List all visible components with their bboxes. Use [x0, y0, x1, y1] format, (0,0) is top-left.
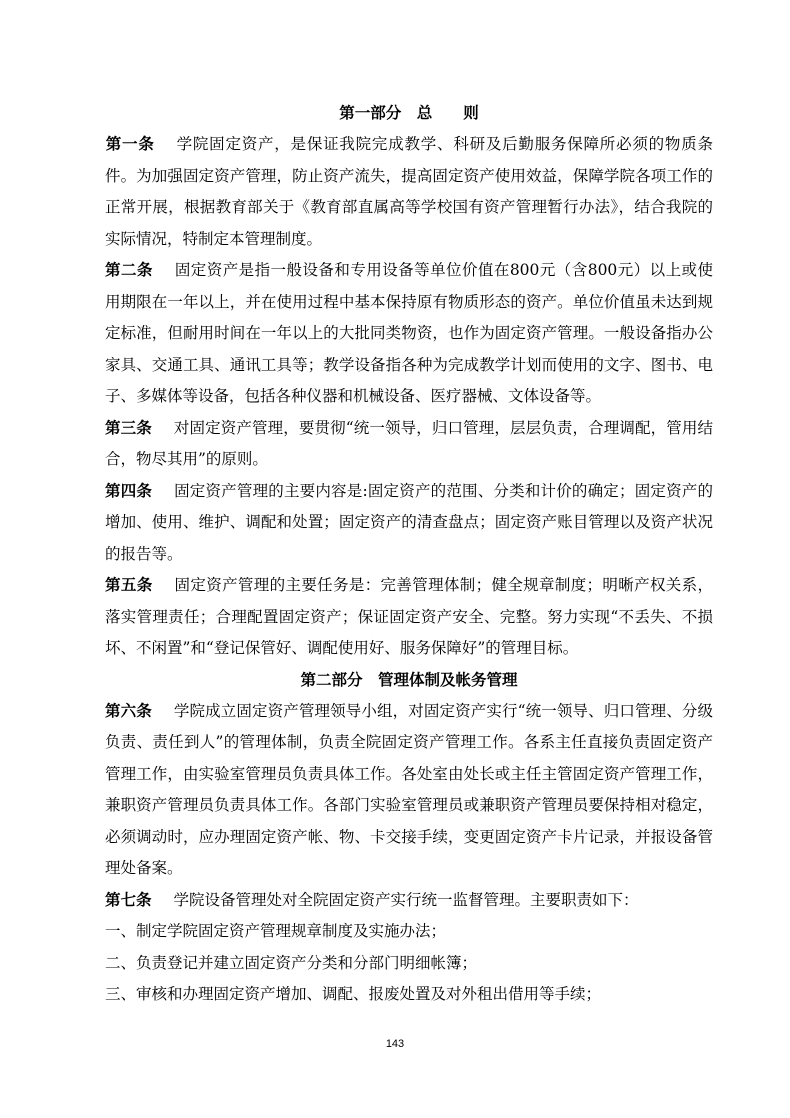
article-6	[105, 696, 713, 885]
part2-heading: 第二部分 管理体制及帐务管理	[300, 670, 518, 689]
list-item: 二、负责登记并建立固定资产分类和分部门明细帐簿；	[105, 953, 478, 972]
list-item: 一、制定学院固定资产管理规章制度及实施办法；	[105, 922, 447, 940]
list-item: 三、审核和办理固定资产增加、调配、报废处置及对外租出借用等手续；	[105, 985, 602, 1003]
article-7	[105, 885, 713, 917]
article-label: 第一条	[105, 135, 155, 153]
article-2	[105, 255, 713, 413]
article-label: 第七条	[105, 890, 152, 909]
article-label: 第五条	[105, 576, 153, 594]
article-text: 固定资产是指一般设备和专用设备等单位价值在800元（含800元）以上或使用期限在一年以上，并在使用过程中基本保持原有物质形态的资产。单位价值虽未达到规定标准，但耐用时间在一年以上的大批同类物资，也作为固定资产管理。一般设备指办公家具、交通工具、通讯工具等；教学设备指各种为完成教学计划而使用的文字、图书、电子、多媒体等设备，包括各种仪器和机械设备、医疗器械、文体设备等。	[105, 261, 713, 405]
article-text: 学院成立固定资产管理领导小组，对固定资产实行“统一领导、归口管理、分级负责、责任到人”的管理体制，负责全院固定资产管理工作。各系主任直接负责固定资产管理工作，由实验室管理员负责具体工作。各处室由处长或主任主管固定资产管理工作，兼职资产管理员负责具体工作。各部门实验室管理员或兼职资产管理员要保持相对稳定，必须调动时，应办理固定资产帐、物、卡交接手续，变更固定资产卡片记录，并报设备管理处备案。	[105, 701, 713, 877]
article-label: 第二条	[105, 261, 153, 279]
article-text: 学院固定资产，是保证我院完成教学、科研及后勤服务保障所必须的物质条件。为加强固定资产管理，防止资产流失，提高固定资产使用效益，保障学院各项工作的正常开展，根据教育部关于《教育部直属高等学校国有资产管理暂行办法》，结合我院的实际情况，特制定本管理制度。	[105, 135, 713, 248]
page-number: 143	[385, 1038, 405, 1050]
article-label: 第四条	[105, 481, 153, 500]
article-5	[105, 570, 713, 665]
document-page	[105, 98, 713, 1011]
article-text: 固定资产管理的主要内容是:固定资产的范围、分类和计价的确定；固定资产的增加、使用、维护、调配和处置；固定资产的清查盘点；固定资产账目管理以及资产状况的报告等。	[105, 481, 713, 563]
article-text: 学院设备管理处对全院固定资产实行统一监督管理。主要职责如下：	[173, 890, 639, 909]
article-label: 第六条	[105, 701, 152, 720]
part1-heading: 第一部分 总 则	[339, 104, 479, 122]
article-text: 对固定资产管理，要贯彻“统一领导，归口管理，层层负责，合理调配，管用结合，物尽其用”的原则。	[105, 418, 713, 468]
article-4	[105, 476, 713, 571]
article-1	[105, 129, 713, 255]
article-label: 第三条	[105, 418, 152, 437]
article-text: 固定资产管理的主要任务是：完善管理体制；健全规章制度；明晰产权关系，落实管理责任；合理配置固定资产；保证固定资产安全、完整。努力实现“不丢失、不损坏、不闲置”和“登记保管好、调配使用好、服务保障好”的管理目标。	[105, 576, 713, 657]
article-3	[105, 413, 713, 476]
